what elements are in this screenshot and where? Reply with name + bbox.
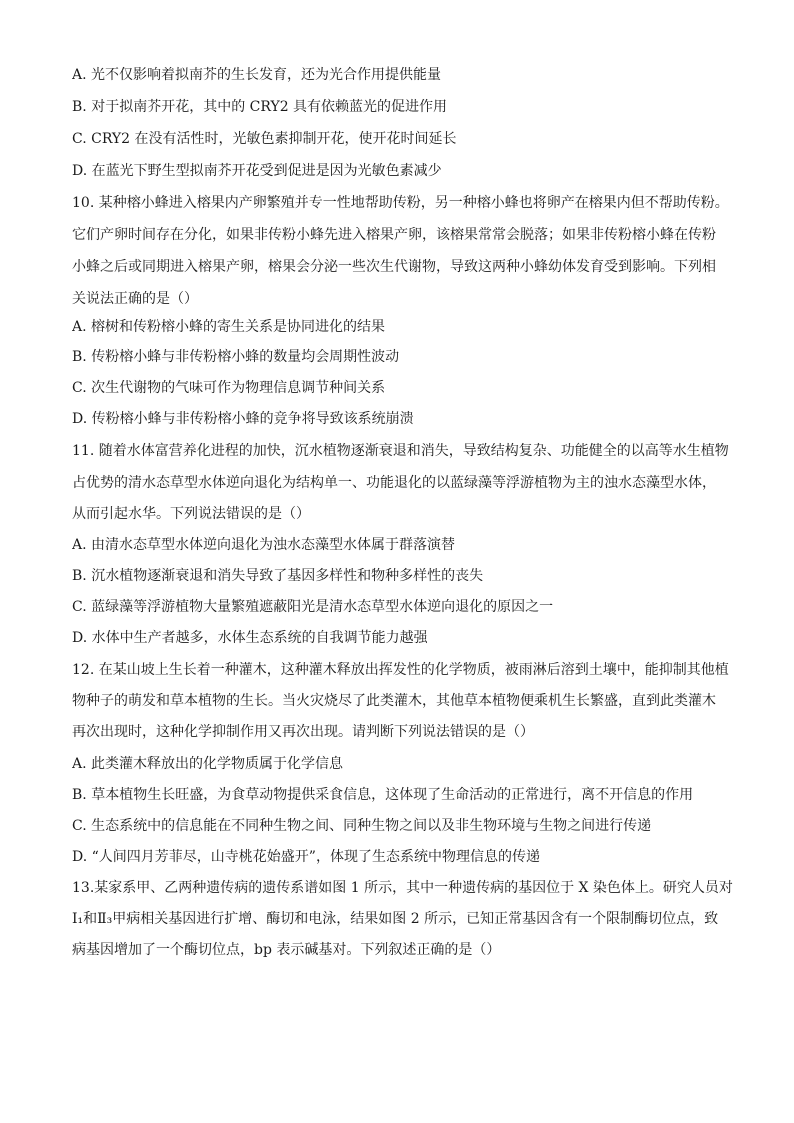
q12-option-c: C. 生态系统中的信息能在不同种生物之间、同种生物之间以及非生物环境与生物之间进行传递 xyxy=(72,818,652,834)
q12-option-b: B. 草本植物生长旺盛，为食草动物提供采食信息，这体现了生命活动的正常进行，离不开信息的作用 xyxy=(72,787,694,803)
q12-stem-line: 12. 在某山坡上生长着一种灌木，这种灌木释放出挥发性的化学物质，被雨淋后溶到土壤中，能抑制其他植 xyxy=(72,662,729,678)
q10-stem-line: 10. 某种榕小蜂进入榕果内产卵繁殖并专一性地帮助传粉，另一种榕小蜂也将卵产在榕果内但不帮助传粉。 xyxy=(72,195,729,211)
q10-option-c: C. 次生代谢物的气味可作为物理信息调节种间关系 xyxy=(72,380,386,396)
q10-option-b: B. 传粉榕小蜂与非传粉榕小蜂的数量均会周期性波动 xyxy=(72,349,400,365)
q9-option-c: C. CRY2 在没有活性时，光敏色素抑制开花，使开花时间延长 xyxy=(72,131,457,147)
q12-stem-line: 物种子的萌发和草本植物的生长。当火灾烧尽了此类灌木，其他草本植物便乘机生长繁盛，直到此类灌木 xyxy=(72,693,716,709)
q11-option-b: B. 沉水植物逐渐衰退和消失导致了基因多样性和物种多样性的丧失 xyxy=(72,568,484,584)
q11-option-c: C. 蓝绿藻等浮游植物大量繁殖遮蔽阳光是清水态草型水体逆向退化的原因之一 xyxy=(72,599,554,615)
q12-stem-line: 再次出现时，这种化学抑制作用又再次出现。请判断下列说法错误的是（） xyxy=(72,724,534,740)
q10-option-d: D. 传粉榕小蜂与非传粉榕小蜂的竞争将导致该系统崩溃 xyxy=(72,411,414,427)
q11-stem-line: 从而引起水华。下列说法错误的是（） xyxy=(72,506,310,522)
q9-option-b: B. 对于拟南芥开花，其中的 CRY2 具有依赖蓝光的促进作用 xyxy=(72,99,448,115)
q12-option-a: A. 此类灌木释放出的化学物质属于化学信息 xyxy=(72,756,344,772)
q9-option-d: D. 在蓝光下野生型拟南芥开花受到促进是因为光敏色素减少 xyxy=(72,163,442,179)
q11-stem-line: 占优势的清水态草型水体逆向退化为结构单一、功能退化的以蓝绿藻等浮游植物为主的浊水态藻型水体， xyxy=(72,475,716,491)
q11-stem-line: 11. 随着水体富营养化进程的加快，沉水植物逐渐衰退和消失，导致结构复杂、功能健全的以高等水生植物 xyxy=(72,443,729,459)
q13-stem-line: 病基因增加了一个酶切位点，bp 表示碱基对。下列叙述正确的是（） xyxy=(72,942,501,958)
q12-option-d: D. “人间四月芳菲尽，山寺桃花始盛开”，体现了生态系统中物理信息的传递 xyxy=(72,849,540,865)
q13-stem-line: 13.某家系甲、乙两种遗传病的遗传系谱如图 1 所示，其中一种遗传病的基因位于 X 染色体上。研究人员对 xyxy=(72,880,733,896)
q10-stem-line: 关说法正确的是（） xyxy=(72,291,198,307)
q10-stem-line: 它们产卵时间存在分化，如果非传粉小蜂先进入榕果产卵，该榕果常常会脱落；如果非传粉榕小蜂在传粉 xyxy=(72,227,716,243)
q13-stem-line: I₁和Ⅱ₃甲病相关基因进行扩增、酶切和电泳，结果如图 2 所示，已知正常基因含有一个限制酶切位点，致 xyxy=(72,911,719,927)
q10-option-a: A. 榕树和传粉榕小蜂的寄生关系是协同进化的结果 xyxy=(72,319,386,335)
q9-option-a: A. 光不仅影响着拟南芥的生长发育，还为光合作用提供能量 xyxy=(72,67,442,83)
q10-stem-line: 小蜂之后或同期进入榕果产卵，榕果会分泌一些次生代谢物，导致这两种小蜂幼体发育受到影响。下列相 xyxy=(72,259,716,275)
q11-option-a: A. 由清水态草型水体逆向退化为浊水态藻型水体属于群落演替 xyxy=(72,537,456,553)
q11-option-d: D. 水体中生产者越多，水体生态系统的自我调节能力越强 xyxy=(72,630,428,646)
